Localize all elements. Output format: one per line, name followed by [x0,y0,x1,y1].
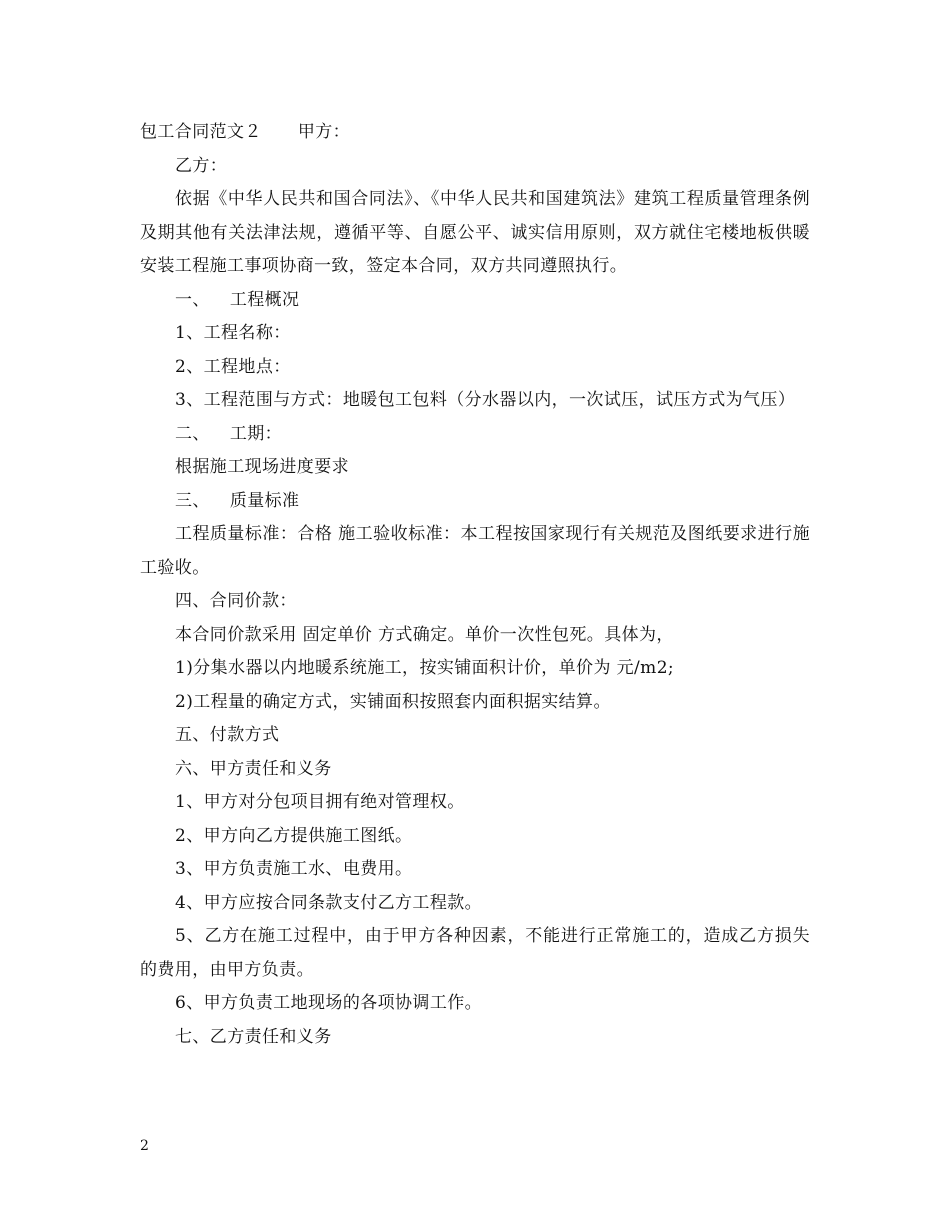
section3-body: 工程质量标准：合格 施工验收标准：本工程按国家现行有关规范及图纸要求进行施工验收。 [140,524,810,578]
section6-item4: 4、甲方应按合同条款支付乙方工程款。 [175,892,483,913]
section1-heading-text: 工程概况 [229,289,300,310]
section1-heading [140,284,810,318]
section1-item2: 2、工程地点： [175,356,291,377]
party-a-label: 甲方： [297,122,351,142]
section2-heading-num: 二、 [175,423,210,444]
section2-heading [140,418,810,452]
section1-item1: 1、工程名称： [175,323,291,343]
title-line [140,116,810,150]
section6-item2: 2、甲方向乙方提供施工图纸。 [175,825,413,846]
section3-heading [140,485,810,519]
section2-heading-text: 工期： [229,423,283,444]
section4-item2: 2)工程量的确定方式，实铺面积按照套内面积据实结算。 [175,691,611,712]
section6-heading: 六、甲方责任和义务 [175,758,332,779]
document-body [140,116,810,1054]
section2-body: 根据施工现场进度要求 [175,457,349,477]
section1-item3: 3、工程范围与方式：地暖包工包料（分水器以内，一次试压，试压方式为气压） [175,390,796,410]
section6-item6: 6、甲方负责工地现场的各项协调工作。 [175,993,483,1013]
section4-heading: 四、合同价款： [175,591,297,611]
section3-heading-text: 质量标准 [229,490,300,511]
document-title: 包工合同范文２ [140,122,262,142]
section6-item5: 5、乙方在施工过程中，由于甲方各种因素，不能进行正常施工的，造成乙方损失的费用，由甲方负责。 [140,926,810,980]
party-b-label: 乙方： [175,155,228,176]
section1-heading-num: 一、 [175,289,210,310]
section7-heading: 七、乙方责任和义务 [175,1026,332,1047]
section6-item3: 3、甲方负责施工水、电费用。 [175,859,413,879]
section3-heading-num: 三、 [175,490,210,511]
section4-body: 本合同价款采用 固定单价 方式确定。单价一次性包死。具体为， [175,624,674,645]
section6-item1: 1、甲方对分包项目拥有绝对管理权。 [175,792,465,812]
section4-item1: 1)分集水器以内地暖系统施工，按实铺面积计价，单价为 元/m2; [175,658,675,678]
page-number: 2 [140,1138,149,1154]
intro-paragraph: 依据《中华人民共和国合同法》、《中华人民共和国建筑法》建筑工程质量管理条例及期其他有关法津法规，遵循平等、自愿公平、诚实信用原则，双方就住宅楼地板供暖安装工程施工事项协商一致，签定本合同，双方共同遵照执行。 [140,189,810,276]
section5-heading: 五、付款方式 [175,725,280,745]
